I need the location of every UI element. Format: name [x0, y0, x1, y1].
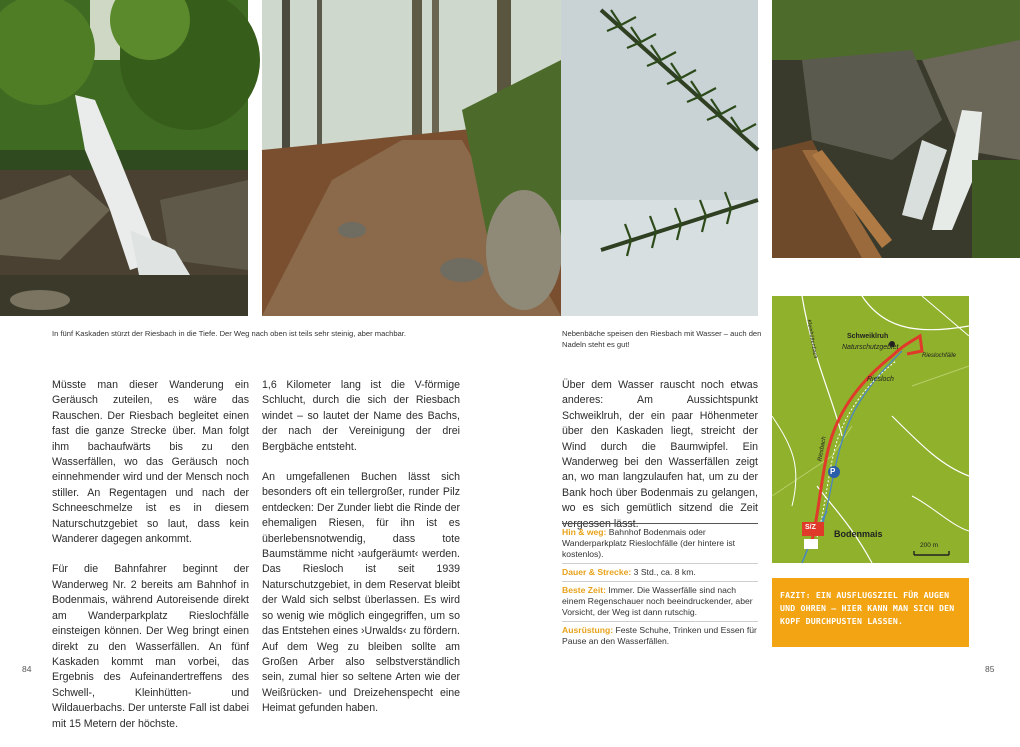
- map-label-bodenmais: Bodenmais: [834, 529, 883, 539]
- info-row: [562, 563, 758, 581]
- map-label-start: S/Z: [805, 524, 816, 531]
- paragraph: An umgefallenen Buchen lässt sich besonders oft ein tellergroßer, runder Pilz entdecken: Der Zunder liebt die Rinde der ehemaligen Riesen, für ihn ist es überlebensnotwendig, dass tote Baumstämme nicht ›aufgeräumt‹ werden. Das Riesloch ist seit 1939 Naturschutzgebiet, in dem Reservat bleibt der Wald sich selbst überlassen. Es wird so wenig wie möglich eingegriffen, um so das Entstehen eines ›Urwalds‹ zu fördern. Auf dem Weg zu bleiben sollte am Großen Arber also selbstverständlich sein, zumal hier so seltene Arten wie der Weißrücken- und Dreizehenspecht eine Heimat gefunden haben.: [262, 471, 460, 715]
- info-text: Feste Schuhe, Trinken und Essen für Pause an den Wasserfällen.: [562, 625, 757, 646]
- map-scale: 200 m: [920, 542, 939, 549]
- map-label-rieslochfaelle: Rieslochfälle: [922, 353, 957, 359]
- boardwalk-waterfall-photo: [772, 0, 1020, 258]
- paragraph: Über dem Wasser rauscht noch etwas anderes: Am Aussichtspunkt Schweiklruh, der ein paar Höhenmeter über den Kaskaden liegt, streicht der Wind durch die Baumwipfel. Ein Wanderweg bei den Wasserfällen zeigt an, wo man langzulaufen hat, um zu der Bank hoch über Bodenmais zu gelangen, wo es sich gemütlich sitzend die Zeit vergessen lässt.: [562, 379, 758, 530]
- text-column-1: [52, 378, 249, 747]
- map-label-naturschutzgebiet: Naturschutzgebiet: [842, 344, 899, 351]
- info-box: [562, 523, 758, 650]
- page-number-left: 84: [22, 664, 32, 674]
- info-key: Dauer & Strecke:: [562, 567, 632, 577]
- info-row: [562, 581, 758, 621]
- map-label-riesbach: Riesbach: [817, 436, 828, 462]
- info-key: Ausrüstung:: [562, 625, 614, 635]
- forest-path-photo: [262, 0, 561, 316]
- parking-icon: P: [830, 467, 836, 476]
- route-map: [772, 296, 969, 563]
- fazit-box: FAZIT: EIN AUSFLUGSZIEL FÜR AUGEN UND OHREN – HIER KANN MAN SICH DEN KOPF DURCHPUSTEN LASSEN.: [772, 578, 969, 647]
- paragraph: 1,6 Kilometer lang ist die V-förmige Schlucht, durch die sich der Riesbach windet – so lautet der Name des Bachs, der nach der Vereinigung der drei Bergbäche entsteht.: [262, 379, 460, 453]
- map-label-schweiklruh: Schweiklruh: [847, 333, 889, 340]
- caption-left: In fünf Kaskaden stürzt der Riesbach in die Tiefe. Der Weg nach oben ist teils sehr steinig, aber machbar.: [52, 329, 407, 338]
- caption-right: Nebenbäche speisen den Riesbach mit Wasser – auch den Nadeln steht es gut!: [562, 329, 762, 349]
- text-column-2: [262, 378, 460, 732]
- waterfall-photo: [0, 0, 248, 316]
- paragraph: Für die Bahnfahrer beginnt der Wanderweg Nr. 2 bereits am Bahnhof in Bodenmais, während Autoreisende direkt am Wanderparkplatz Rieslochfälle einsteigen können. Der Weg bringt einen direkt zu den Wasserfällen. An fünf Kaskaden kommt man vorbei, das Ergebnis des Aufeinandertreffens des Schwell-, Kleinhütten- und Wildauerbachs. Der unterste Fall ist dabei mit 15 Metern der höchste.: [52, 563, 249, 730]
- info-row: [562, 523, 758, 563]
- info-key: Beste Zeit:: [562, 585, 606, 595]
- info-text: Bahnhof Bodenmais oder Wanderparkplatz Rieslochfälle (der hintere ist kostenlos).: [562, 527, 736, 559]
- fir-branch-photo: [561, 0, 758, 316]
- info-key: Hin & weg:: [562, 527, 607, 537]
- info-row: [562, 621, 758, 650]
- info-text: Immer. Die Wasserfälle sind nach einem Regenschauer noch beeindruckender, aber Vorsicht, der Weg ist dann rutschig.: [562, 585, 753, 617]
- map-label-kleinhuettenbach: Kleinhüttenbach: [805, 319, 819, 359]
- paragraph: Müsste man dieser Wanderung ein Geräusch zuteilen, es wäre das Rauschen. Der Riesbach begleitet einen fast die ganze Strecke über. Man folgt ihm bachaufwärts bis zu den Wasserfällen, wo das Geräusch noch einnehmender wird und der Mensch noch stiller. An Regentagen und nach der Schneeschmelze ist es in diesem Naturschutzgebiet so laut, dass kein Wanderer dagegen ankommt.: [52, 379, 249, 546]
- page-number-right: 85: [985, 664, 995, 674]
- map-label-riesloch: Riesloch: [867, 376, 894, 383]
- text-column-3: [562, 378, 758, 547]
- info-text: 3 Std., ca. 8 km.: [633, 567, 696, 577]
